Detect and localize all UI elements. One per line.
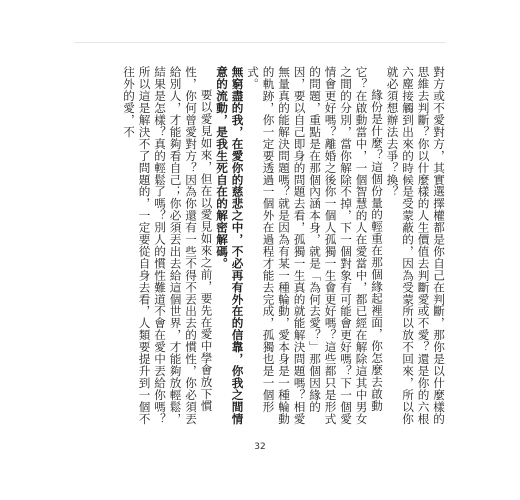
paragraph-2: 緣份是什麼？這個份量的輕重在那個緣起裡面，你怎麼去啟動它？在啟動當中，一個智慧的人在愛當中，都已經在解除這其中男女之間的分別，當你解除不掉，下一個對象有可能會更好嗎？下一個愛情會更好嗎？離婚之後你一個人孤獨一生會更好嗎？這些都只是形式的問題，重點是在那個內涵本身，就是「為何去愛？」那個因緣的因，要以自己即身的問題去看，孤獨一生真的就能解決問題嗎？相愛無量真的能解決問題嗎？就是因為有某一種輪動，愛本身是一種輪動的軌跡，你一定要透過一個外在過程才能去完成，孤獨也是一個形式。 bbox=[246, 66, 384, 425]
header-rule bbox=[74, 42, 446, 43]
paragraph-3: 要以愛見如來，但在以愛見如來之前，要先在愛中學會放下慣性，你何曾愛對方？因為你還有一些不得不丟出去的慣性，你必須丟給別人，才能夠看自己；你必須丟出去給這個世界，才能夠放輕鬆，結果是怎樣？真的輕鬆了嗎？別人的慣性難道不會在愛中丟給你嗎？所以這是解決不了問題的，一定要從自身去看，人類要提升到一個不往外的愛，不 bbox=[122, 66, 214, 425]
heading-bold-statement: 無窮盡的我，在愛你的慈悲之中，不必再有外在的信靠，你我之間情意的流動，是我生死自在的解密解碼。 bbox=[215, 66, 245, 425]
vertical-text-body bbox=[124, 66, 446, 428]
paragraph-1: 對方或不愛對方，其實選擇權都是你自己在判斷，那你是以什麼樣的思維去判斷？你以什麼樣的人生價值去判斷愛或不愛？還是你的六根六塵接觸到出來的時候是受蒙蔽的，因為受蒙所以放不回來，所以你就必須想辦法去爭？換？ bbox=[385, 66, 446, 425]
page-number: 32 bbox=[254, 442, 266, 452]
